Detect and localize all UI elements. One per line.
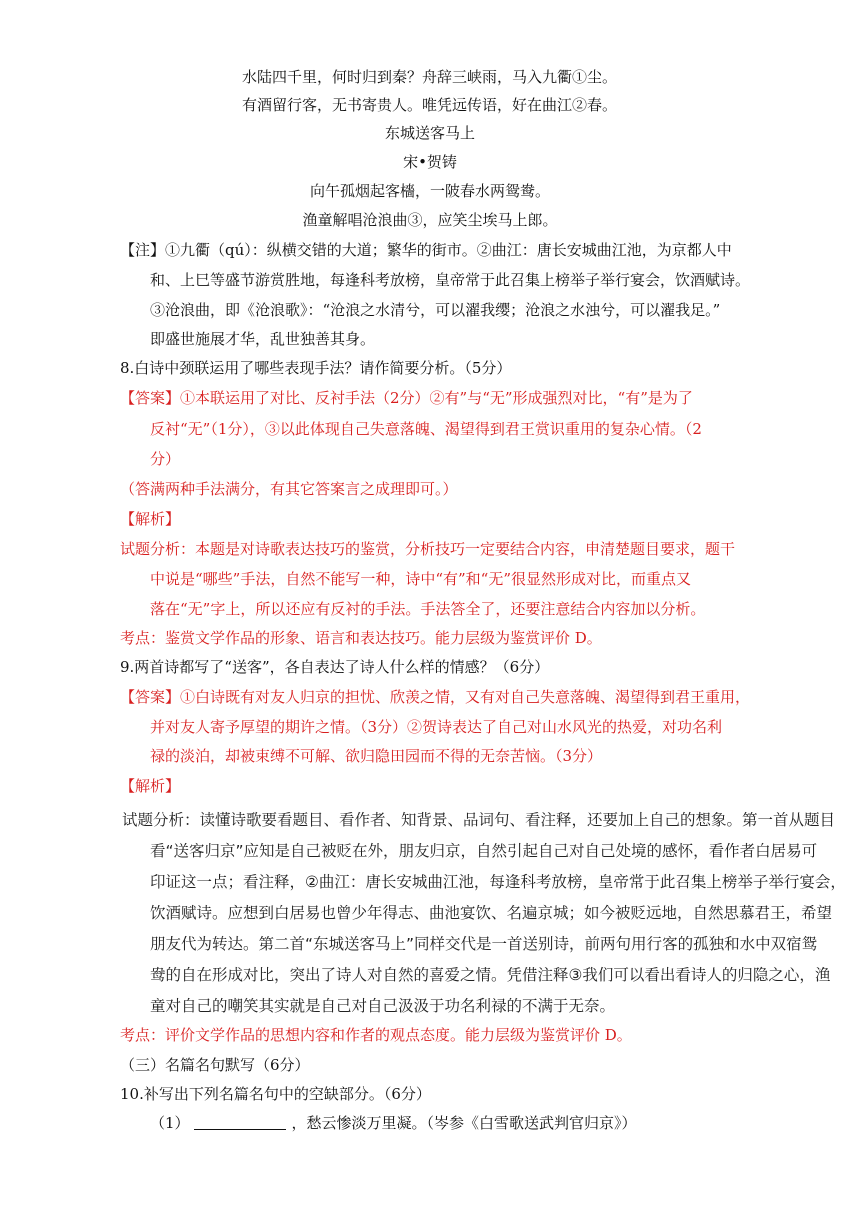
note-line: 和、上巳等盛节游赏胜地，每逢科考放榜，皇帝常于此召集上榜举子举行宴会，饮酒赋诗。 [150, 271, 751, 289]
note-line: 【注】①九衢（qú）：纵横交错的大道；繁华的街市。②曲江：唐长安城曲江池，为京都人中 [120, 241, 732, 259]
question-8: 8.白诗中颈联运用了哪些表现手法？请作简要分析。（5分） [120, 359, 512, 377]
note-line: 即盛世施展才华，乱世独善其身。 [150, 330, 376, 348]
fill-blank-item [150, 1113, 637, 1133]
answer-line: 禄的淡泊，却被束缚不可解、欲归隐田园而不得的无奈苦恼。（3分） [150, 747, 603, 765]
poem-line: 有酒留行客，无书寄贵人。唯凭远传语，好在曲江②春。 [242, 96, 618, 114]
answer-note: （答满两种手法满分，有其它答案言之成理即可。） [120, 480, 458, 498]
answer-line: 反衬“无”（1分），③以此体现自己失意落魄、渴望得到君王赏识重用的复杂心情。（2 [150, 420, 702, 438]
answer-line: 【答案】①白诗既有对友人归京的担忧、欣羡之情，又有对自己失意落魄、渴望得到君王重用， [120, 688, 751, 706]
analysis-line: 中说是“哪些”手法，自然不能写一种，诗中“有”和“无”很显然形成对比，而重点又 [150, 570, 692, 588]
analysis-line: 童对自己的嘲笑其实就是自己对自己汲汲于功名利禄的不满于无奈。 [150, 997, 616, 1015]
section-heading: （三）名篇名句默写（6分） [120, 1056, 310, 1074]
answer-line: 并对友人寄予厚望的期许之情。（3分）②贺诗表达了自己对山水风光的热爱，对功名利 [150, 718, 723, 736]
analysis-line: 试题分析：读懂诗歌要看题目、看作者、知背景、品词句、看注释，还要加上自己的想象。第一首从题目 [122, 811, 836, 829]
poem-line: 向午孤烟起客檣，一陂春水两鸳鸯。 [309, 182, 550, 200]
analysis-line: 饮酒赋诗。应想到白居易也曾少年得志、曲池宴饮、名遍京城；如今被贬远地，自然思慕君王，希望 [150, 904, 833, 922]
kaodian: 考点：鉴赏文学作品的形象、语言和表达技巧。能力层级为鉴赏评价 D。 [120, 629, 602, 647]
analysis-line: 鸯的自在形成对比，突出了诗人对自然的喜爱之情。凭借注释③我们可以看出看诗人的归隐之心，渔 [150, 966, 831, 984]
item-text: ，愁云惨淡万里凝。（岑参《白雪歌送武判官归京》） [291, 1114, 637, 1132]
analysis-line: 朋友代为转达。第二首“东城送客马上”同样交代是一首送别诗，前两句用行客的孤独和水中双宿鸳 [150, 935, 818, 953]
poem-author: 宋•贺铸 [403, 153, 457, 171]
analysis-line: 印证这一点；看注释，②曲江：唐长安城曲江池，每逢科考放榜，皇帝常于此召集上榜举子举行宴会， [150, 873, 846, 891]
answer-line: 分） [150, 450, 181, 468]
question-10: 10.补写出下列名篇名句中的空缺部分。（6分） [120, 1085, 431, 1103]
analysis-label: 【解析】 [120, 510, 181, 528]
answer-blank[interactable] [194, 1114, 286, 1130]
poem-line: 水陆四千里，何时归到秦？舟辞三峡雨，马入九衢①尘。 [242, 68, 618, 86]
analysis-label: 【解析】 [120, 777, 181, 795]
poem-title: 东城送客马上 [384, 124, 475, 142]
answer-line: 【答案】①本联运用了对比、反衬手法（2分）②有”与“无”形成强烈对比，“有”是为了 [120, 389, 693, 407]
item-number: （1） [150, 1114, 190, 1132]
note-line: ③沧浪曲，即《沧浪歌》：“沧浪之水清兮，可以濯我缨；沧浪之水浊兮，可以濯我足。” [150, 301, 721, 319]
poem-line: 渔童解唱沧浪曲③，应笑尘埃马上郎。 [302, 211, 558, 229]
analysis-line: 看“送客归京”应知是自己被贬在外，朋友归京，自然引起自己对自己处境的感怀，看作者白居易可 [150, 842, 818, 860]
kaodian: 考点：评价文学作品的思想内容和作者的观点态度。能力层级为鉴赏评价 D。 [120, 1026, 632, 1044]
analysis-line: 落在“无”字上，所以还应有反衬的手法。手法答全了，还要注意结合内容加以分析。 [150, 600, 706, 618]
question-9: 9.两首诗都写了“送客”，各自表达了诗人什么样的情感？（6分） [120, 658, 550, 676]
analysis-line: 试题分析：本题是对诗歌表达技巧的鉴赏，分析技巧一定要结合内容，申清楚题目要求，题干 [120, 540, 736, 558]
